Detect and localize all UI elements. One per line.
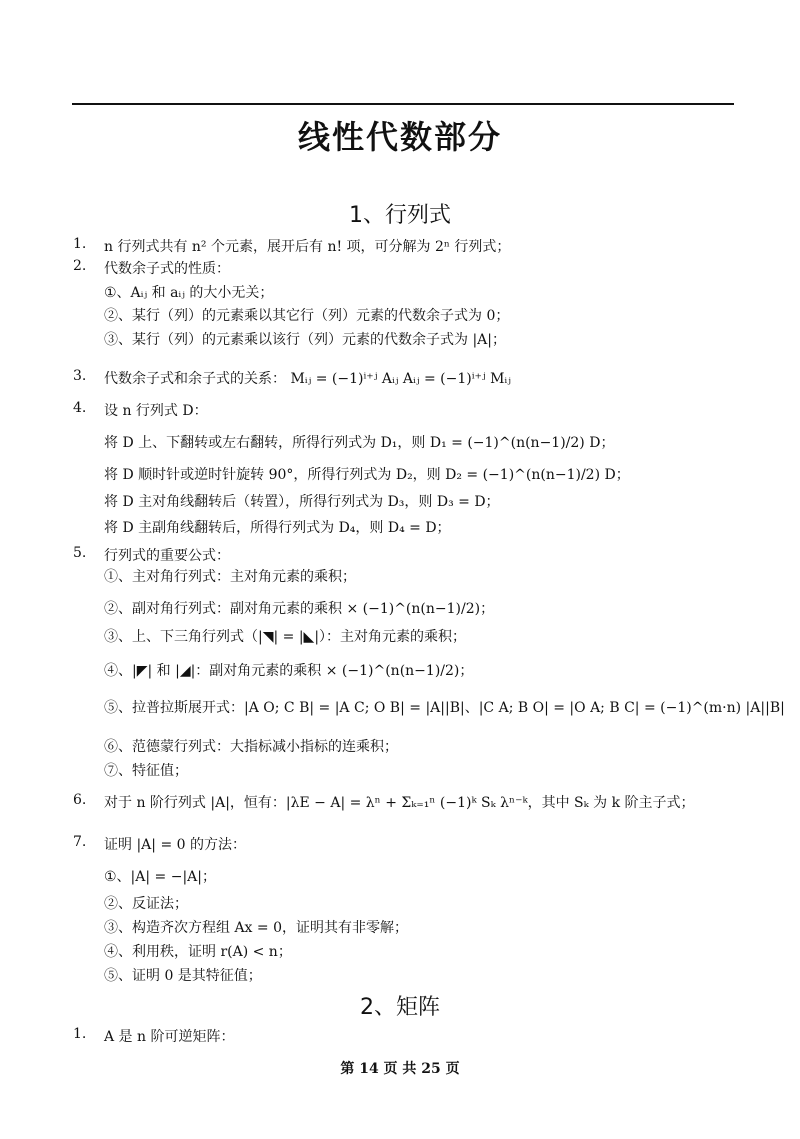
sub-item-text: ⑦、特征值； [104, 763, 188, 779]
page-title: 线性代数部分 [297, 118, 502, 156]
section-heading-matrix: 2、矩阵 [360, 995, 440, 1020]
sub-item-text: ③、构造齐次方程组 Ax = 0，证明其有非零解； [104, 920, 408, 936]
sub-item-text: ③、上、下三角行列式（|◥| = |◣|）：主对角元素的乘积； [104, 629, 467, 645]
item-number: 2. [73, 258, 87, 274]
item-number: 7. [73, 834, 87, 850]
item-number: 1. [73, 1026, 87, 1042]
item-number: 5. [73, 545, 87, 561]
header-rule [72, 103, 734, 105]
item-text: 证明 |A| = 0 的方法： [104, 837, 246, 853]
sub-item-text: 将 D 主对角线翻转后（转置），所得行列式为 D₃，则 D₃ = D； [104, 494, 500, 510]
sub-item-text: ①、主对角行列式：主对角元素的乘积； [104, 569, 356, 585]
item-number: 6. [73, 792, 87, 808]
item-text: 对于 n 阶行列式 |A|，恒有：|λE − A| = λⁿ + Σₖ₌₁ⁿ (−1)ᵏ Sₖ λⁿ⁻ᵏ，其中 Sₖ 为 k 阶主子式； [104, 795, 695, 811]
item-text: 代数余子式和余子式的关系： Mᵢⱼ = (−1)ⁱ⁺ʲ Aᵢⱼ Aᵢⱼ = (−1)ⁱ⁺ʲ Mᵢⱼ [104, 371, 511, 387]
sub-item-text: 将 D 上、下翻转或左右翻转，所得行列式为 D₁，则 D₁ = (−1)^(n(n−1)/2) D； [104, 435, 615, 451]
sub-item-text: ⑤、拉普拉斯展开式：|A O; C B| = |A C; O B| = |A||B|、|C A; B O| = |O A; B C| = (−1)^(m·n) |A||B| [104, 700, 785, 716]
sub-item-text: ③、某行（列）的元素乘以该行（列）元素的代数余子式为 |A|； [104, 332, 506, 348]
sub-item-text: ②、副对角行列式：副对角元素的乘积 × (−1)^(n(n−1)/2)； [104, 601, 495, 617]
item-number: 3. [73, 368, 87, 384]
item-number: 1. [73, 236, 87, 252]
item-number: 4. [73, 400, 87, 416]
sub-item-text: ⑤、证明 0 是其特征值； [104, 968, 262, 984]
item-text: 代数余子式的性质： [104, 261, 230, 277]
item-text: n 行列式共有 n² 个元素，展开后有 n! 项，可分解为 2ⁿ 行列式； [104, 239, 511, 255]
item-text: 行列式的重要公式： [104, 548, 230, 564]
sub-item-text: ④、|◤| 和 |◢|：副对角元素的乘积 × (−1)^(n(n−1)/2)； [104, 663, 474, 679]
sub-item-text: 将 D 顺时针或逆时针旋转 90°，所得行列式为 D₂，则 D₂ = (−1)^(n(n−1)/2) D； [104, 467, 630, 483]
item-text: A 是 n 阶可逆矩阵： [104, 1029, 235, 1045]
sub-item-text: ④、利用秩，证明 r(A) < n； [104, 944, 292, 960]
sub-item-text: ⑥、范德蒙行列式：大指标减小指标的连乘积； [104, 739, 398, 755]
page-footer: 第 14 页 共 25 页 [340, 1061, 460, 1077]
sub-item-text: 将 D 主副角线翻转后，所得行列式为 D₄，则 D₄ = D； [104, 520, 451, 536]
sub-item-text: ②、反证法； [104, 896, 188, 912]
sub-item-text: ①、|A| = −|A|； [104, 869, 216, 885]
section-heading-determinant: 1、行列式 [349, 203, 451, 228]
sub-item-text: ②、某行（列）的元素乘以其它行（列）元素的代数余子式为 0； [104, 308, 510, 324]
sub-item-text: ①、Aᵢⱼ 和 aᵢⱼ 的大小无关； [104, 285, 274, 301]
item-text: 设 n 行列式 D： [104, 403, 208, 419]
